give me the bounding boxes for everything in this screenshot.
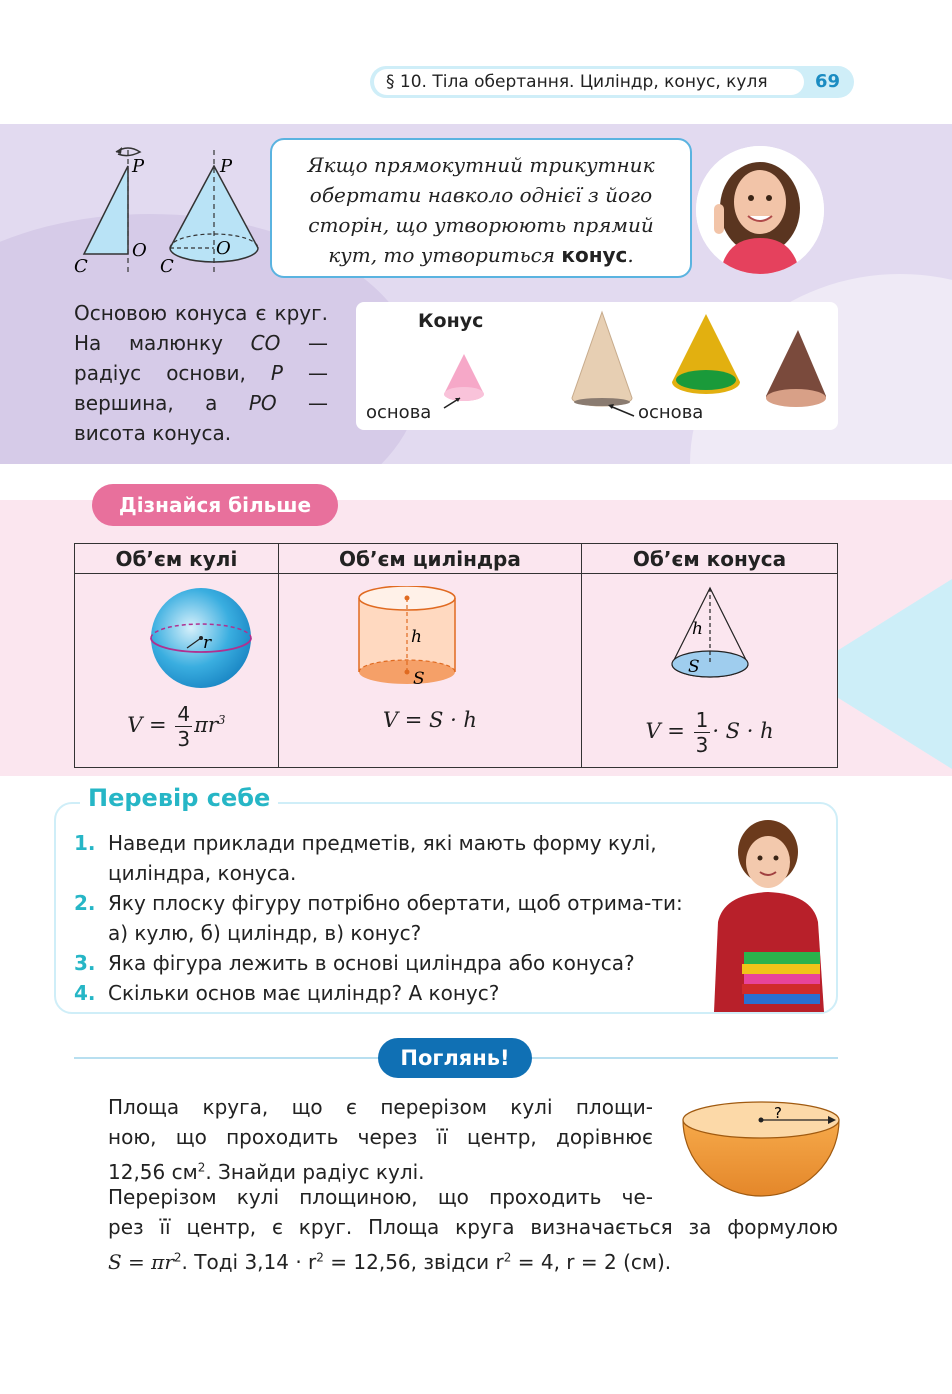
page-header bbox=[370, 66, 854, 98]
cylinder-formula: V = S · h bbox=[382, 708, 477, 732]
text-line: рез її центр, є круг. Площа круга визначається за формулою bbox=[108, 1215, 838, 1239]
label-o1: O bbox=[132, 240, 147, 261]
cone-formula bbox=[582, 708, 837, 757]
item-text: Скільки основ має циліндр? А конус? bbox=[108, 981, 500, 1005]
header-cone-volume: Об’єм конуса bbox=[582, 544, 838, 574]
header-sphere-volume: Об’єм кулі bbox=[75, 544, 279, 574]
list-item bbox=[74, 948, 694, 978]
cylinder-h-label: h bbox=[410, 627, 422, 647]
section-title: § 10. Тіла обертання. Циліндр, конус, куля bbox=[374, 69, 804, 95]
text-part: — вершина, а bbox=[74, 361, 328, 415]
formula-rest: · S · h bbox=[712, 719, 774, 743]
cone-definition bbox=[74, 298, 328, 448]
sphere-formula bbox=[75, 702, 278, 751]
list-item bbox=[74, 828, 694, 888]
table-header-row bbox=[75, 544, 838, 574]
text-part: — радіус основи, bbox=[74, 331, 329, 385]
text-part: Основою конуса є круг. На малюнку bbox=[74, 301, 328, 355]
formula-rest: πr bbox=[194, 713, 218, 737]
book-icon bbox=[742, 964, 820, 974]
copper-cone-base bbox=[766, 389, 826, 407]
text-part: = 4, r = 2 (см). bbox=[511, 1249, 672, 1274]
text-sup: 2 bbox=[197, 1160, 206, 1174]
boy-face bbox=[746, 836, 790, 888]
sphere-figure bbox=[149, 586, 253, 690]
page-number: 69 bbox=[814, 71, 840, 92]
text-co: CO bbox=[250, 331, 281, 355]
wooden-cone-icon bbox=[572, 312, 632, 406]
list-item bbox=[74, 888, 694, 948]
cylinder-point bbox=[404, 670, 409, 675]
label-p2: P bbox=[220, 156, 233, 177]
text-line bbox=[108, 1160, 425, 1184]
item-text: Наведи приклади предметів, які мають форму кулі, циліндра, конуса. bbox=[108, 831, 657, 885]
volume-table bbox=[74, 543, 838, 768]
cone-examples-title: Конус bbox=[418, 310, 484, 332]
header-cylinder-volume: Об’єм циліндра bbox=[278, 544, 581, 574]
text-part: — висота конуса. bbox=[74, 391, 329, 445]
book-icon bbox=[742, 984, 820, 994]
pointer-arrow bbox=[610, 406, 634, 416]
text-po: PO bbox=[248, 391, 277, 415]
frac-den: 3 bbox=[177, 727, 191, 751]
question-list bbox=[74, 828, 694, 1008]
frac-num: 4 bbox=[177, 702, 191, 726]
girl-photo bbox=[696, 146, 824, 274]
text-line bbox=[108, 1250, 671, 1274]
wooden-cone-shadow bbox=[574, 398, 630, 406]
look-badge: Поглянь! bbox=[378, 1038, 532, 1078]
text-line: Площа круга, що є перерізом кулі площи- bbox=[108, 1095, 653, 1119]
glass-cone-liquid bbox=[676, 370, 736, 390]
cylinder-s-label: S bbox=[412, 669, 425, 689]
book-icon bbox=[744, 994, 820, 1004]
cone-examples-box bbox=[356, 302, 838, 430]
formula-v: V = bbox=[127, 713, 167, 737]
boy-eye bbox=[774, 856, 779, 861]
label-o2: O bbox=[216, 238, 231, 259]
text-p: P bbox=[270, 361, 283, 385]
label-p1: P bbox=[132, 156, 145, 177]
cone-rotation-diagram bbox=[72, 138, 272, 278]
text-sup: 2 bbox=[316, 1250, 324, 1264]
sphere-r-label: r bbox=[203, 633, 212, 653]
item-number: 2. bbox=[74, 891, 96, 915]
text-part: 12,56 см bbox=[108, 1159, 198, 1184]
cylinder-figure bbox=[355, 586, 459, 690]
label-c2: C bbox=[160, 256, 174, 277]
base-label-right: основа bbox=[638, 402, 704, 423]
base-label-left: основа bbox=[366, 402, 432, 423]
speech-text: Якщо прямокутний трикутник обертати навколо однієї з його сторін, що утворюють прямий кут, то утвориться bbox=[307, 153, 655, 267]
look-problem-text bbox=[108, 1092, 653, 1187]
right-triangle bbox=[84, 166, 128, 254]
speech-bold-term: конус bbox=[561, 243, 628, 267]
text-sup: 2 bbox=[173, 1250, 182, 1264]
hemisphere-figure bbox=[680, 1098, 842, 1198]
boy-eye bbox=[758, 856, 763, 861]
book-icon bbox=[744, 974, 820, 984]
item-text: Яка фігура лежить в основі циліндра або конуса? bbox=[108, 951, 635, 975]
formula-exp: 3 bbox=[217, 713, 226, 727]
text-part: S = πr bbox=[108, 1249, 174, 1274]
fraction bbox=[694, 708, 711, 757]
pink-cone-base bbox=[444, 387, 484, 401]
arrow-head bbox=[116, 147, 122, 154]
speech-bubble bbox=[270, 138, 692, 278]
text-part: . Тоді 3,14 · r bbox=[181, 1249, 317, 1274]
frac-num: 1 bbox=[695, 708, 709, 732]
cone-h-label: h bbox=[692, 619, 704, 639]
cone-figure bbox=[668, 584, 752, 694]
label-c1: C bbox=[74, 256, 88, 277]
text-part: . Знайди радіус кулі. bbox=[205, 1159, 425, 1184]
text-line: Перерізом кулі площиною, що проходить че- bbox=[108, 1185, 653, 1209]
item-number: 4. bbox=[74, 981, 96, 1005]
learn-more-badge: Дізнайся більше bbox=[92, 484, 338, 526]
cone-s-label: S bbox=[688, 657, 700, 677]
cylinder-cell bbox=[278, 574, 581, 768]
speech-end: . bbox=[627, 243, 634, 267]
check-yourself-title: Перевір себе bbox=[80, 784, 278, 812]
item-number: 3. bbox=[74, 951, 96, 975]
text-line: ною, що проходить через її центр, дорівнює bbox=[108, 1125, 653, 1149]
unknown-radius-label: ? bbox=[774, 1104, 782, 1122]
frac-den: 3 bbox=[695, 733, 709, 757]
book-icon bbox=[744, 952, 820, 964]
sphere-cell bbox=[75, 574, 279, 768]
list-item bbox=[74, 978, 694, 1008]
fraction bbox=[175, 702, 192, 751]
text-sup: 2 bbox=[503, 1250, 512, 1264]
formula-v: V = bbox=[645, 719, 685, 743]
item-text: Яку плоску фігуру потрібно обертати, щоб отрима-ти: а) кулю, б) циліндр, в) конус? bbox=[108, 891, 683, 945]
cone-cell bbox=[582, 574, 838, 768]
text-part: = 12,56, звідси r bbox=[323, 1249, 504, 1274]
boy-with-books-illustration bbox=[704, 812, 834, 1012]
table-row bbox=[75, 574, 838, 768]
item-number: 1. bbox=[74, 831, 96, 855]
cylinder-point bbox=[404, 596, 409, 601]
